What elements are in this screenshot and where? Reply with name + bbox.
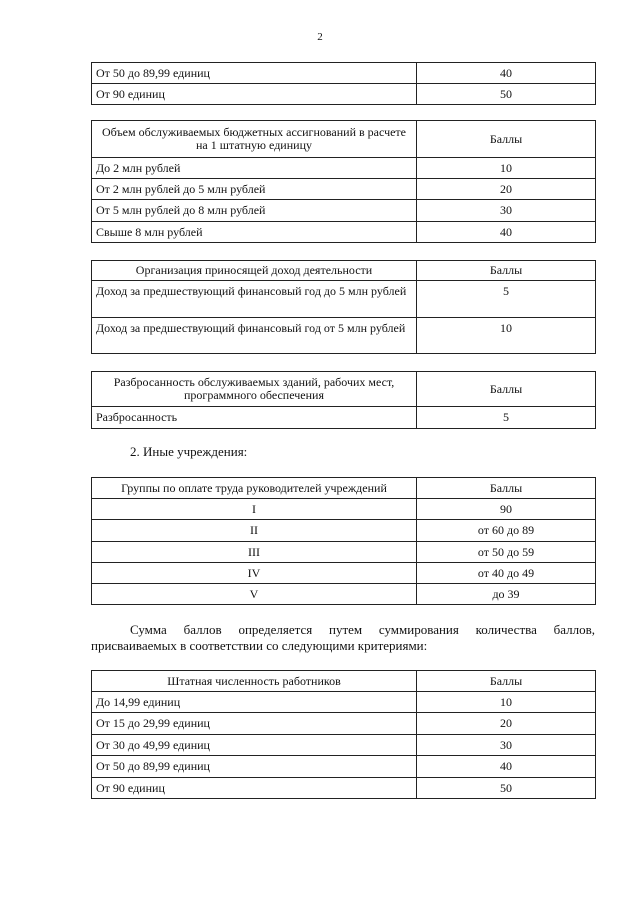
- row-label: От 2 млн рублей до 5 млн рублей: [92, 179, 417, 200]
- row-label: До 14,99 единиц: [92, 692, 417, 713]
- page-number: 2: [317, 31, 323, 43]
- table-staff-continuation: [91, 62, 596, 105]
- row-label: Свыше 8 млн рублей: [92, 222, 417, 243]
- column-header-group: Группы по оплате труда руководителей учреждений: [92, 478, 417, 499]
- row-label: От 90 единиц: [92, 778, 417, 799]
- table-row: [92, 520, 596, 542]
- row-value: 10: [417, 158, 596, 179]
- row-value: 20: [417, 179, 596, 200]
- row-label: От 30 до 49,99 единиц: [92, 735, 417, 756]
- row-value: 30: [417, 735, 596, 756]
- table-row: [92, 756, 596, 778]
- row-label: От 50 до 89,99 единиц: [92, 756, 417, 778]
- table-header-row: [92, 372, 596, 407]
- row-label: I: [92, 499, 417, 520]
- table-row: [92, 778, 596, 799]
- table-row: [92, 407, 596, 429]
- table-row: [92, 542, 596, 563]
- row-value: 50: [417, 778, 596, 799]
- row-label: II: [92, 520, 417, 542]
- row-label: От 15 до 29,99 единиц: [92, 713, 417, 735]
- column-header-points: Баллы: [417, 478, 596, 499]
- row-value: от 40 до 49: [417, 563, 596, 584]
- sum-paragraph-line-2: присваиваемых в соответствии со следующими критериями:: [91, 638, 428, 653]
- column-header-points: Баллы: [417, 671, 596, 692]
- table-row: [92, 318, 596, 354]
- row-value: 40: [417, 756, 596, 778]
- table-row: [92, 63, 596, 84]
- row-value: 10: [417, 692, 596, 713]
- table-income-activity: [91, 260, 596, 354]
- column-header-criterion: Разбросанность обслуживаемых зданий, рабочих мест, программного обеспечения: [92, 372, 417, 407]
- row-label: Доход за предшествующий финансовый год от 5 млн рублей: [92, 318, 417, 354]
- table-row: [92, 200, 596, 222]
- table-header-row: [92, 478, 596, 499]
- row-label: От 90 единиц: [92, 84, 417, 105]
- table-row: [92, 713, 596, 735]
- table-header-row: [92, 261, 596, 281]
- row-label: Доход за предшествующий финансовый год до 5 млн рублей: [92, 281, 417, 318]
- row-label: Разбросанность: [92, 407, 417, 429]
- table-row: [92, 584, 596, 605]
- table-budget-allocations: [91, 120, 596, 243]
- table-row: [92, 179, 596, 200]
- row-value: 40: [417, 63, 596, 84]
- row-label: От 50 до 89,99 единиц: [92, 63, 417, 84]
- table-row: [92, 563, 596, 584]
- table-header-row: [92, 121, 596, 158]
- row-value: 50: [417, 84, 596, 105]
- table-salary-groups: [91, 477, 596, 605]
- table-row: [92, 692, 596, 713]
- row-value: 90: [417, 499, 596, 520]
- section-2-heading: 2. Иные учреждения:: [130, 444, 248, 459]
- table-staff-count: [91, 670, 596, 799]
- table-header-row: [92, 671, 596, 692]
- row-value: до 39: [417, 584, 596, 605]
- column-header-points: Баллы: [417, 121, 596, 158]
- table-row: [92, 281, 596, 318]
- table-dispersion: [91, 371, 596, 429]
- sum-paragraph: [91, 622, 595, 654]
- row-value: 40: [417, 222, 596, 243]
- column-header-criterion: Объем обслуживаемых бюджетных ассигнований в расчете на 1 штатную единицу: [92, 121, 417, 158]
- row-value: от 50 до 59: [417, 542, 596, 563]
- row-value: 30: [417, 200, 596, 222]
- column-header-staff: Штатная численность работников: [92, 671, 417, 692]
- column-header-points: Баллы: [417, 372, 596, 407]
- row-label: III: [92, 542, 417, 563]
- table-row: [92, 158, 596, 179]
- row-label: V: [92, 584, 417, 605]
- table-row: [92, 84, 596, 105]
- row-value: 20: [417, 713, 596, 735]
- table-row: [92, 499, 596, 520]
- row-value: 5: [417, 281, 596, 318]
- row-value: 5: [417, 407, 596, 429]
- row-label: IV: [92, 563, 417, 584]
- sum-paragraph-line-1: Сумма баллов определяется путем суммирования количества баллов,: [130, 622, 595, 637]
- row-label: До 2 млн рублей: [92, 158, 417, 179]
- row-value: 10: [417, 318, 596, 354]
- table-row: [92, 222, 596, 243]
- column-header-criterion: Организация приносящей доход деятельности: [92, 261, 417, 281]
- table-row: [92, 735, 596, 756]
- column-header-points: Баллы: [417, 261, 596, 281]
- row-label: От 5 млн рублей до 8 млн рублей: [92, 200, 417, 222]
- row-value: от 60 до 89: [417, 520, 596, 542]
